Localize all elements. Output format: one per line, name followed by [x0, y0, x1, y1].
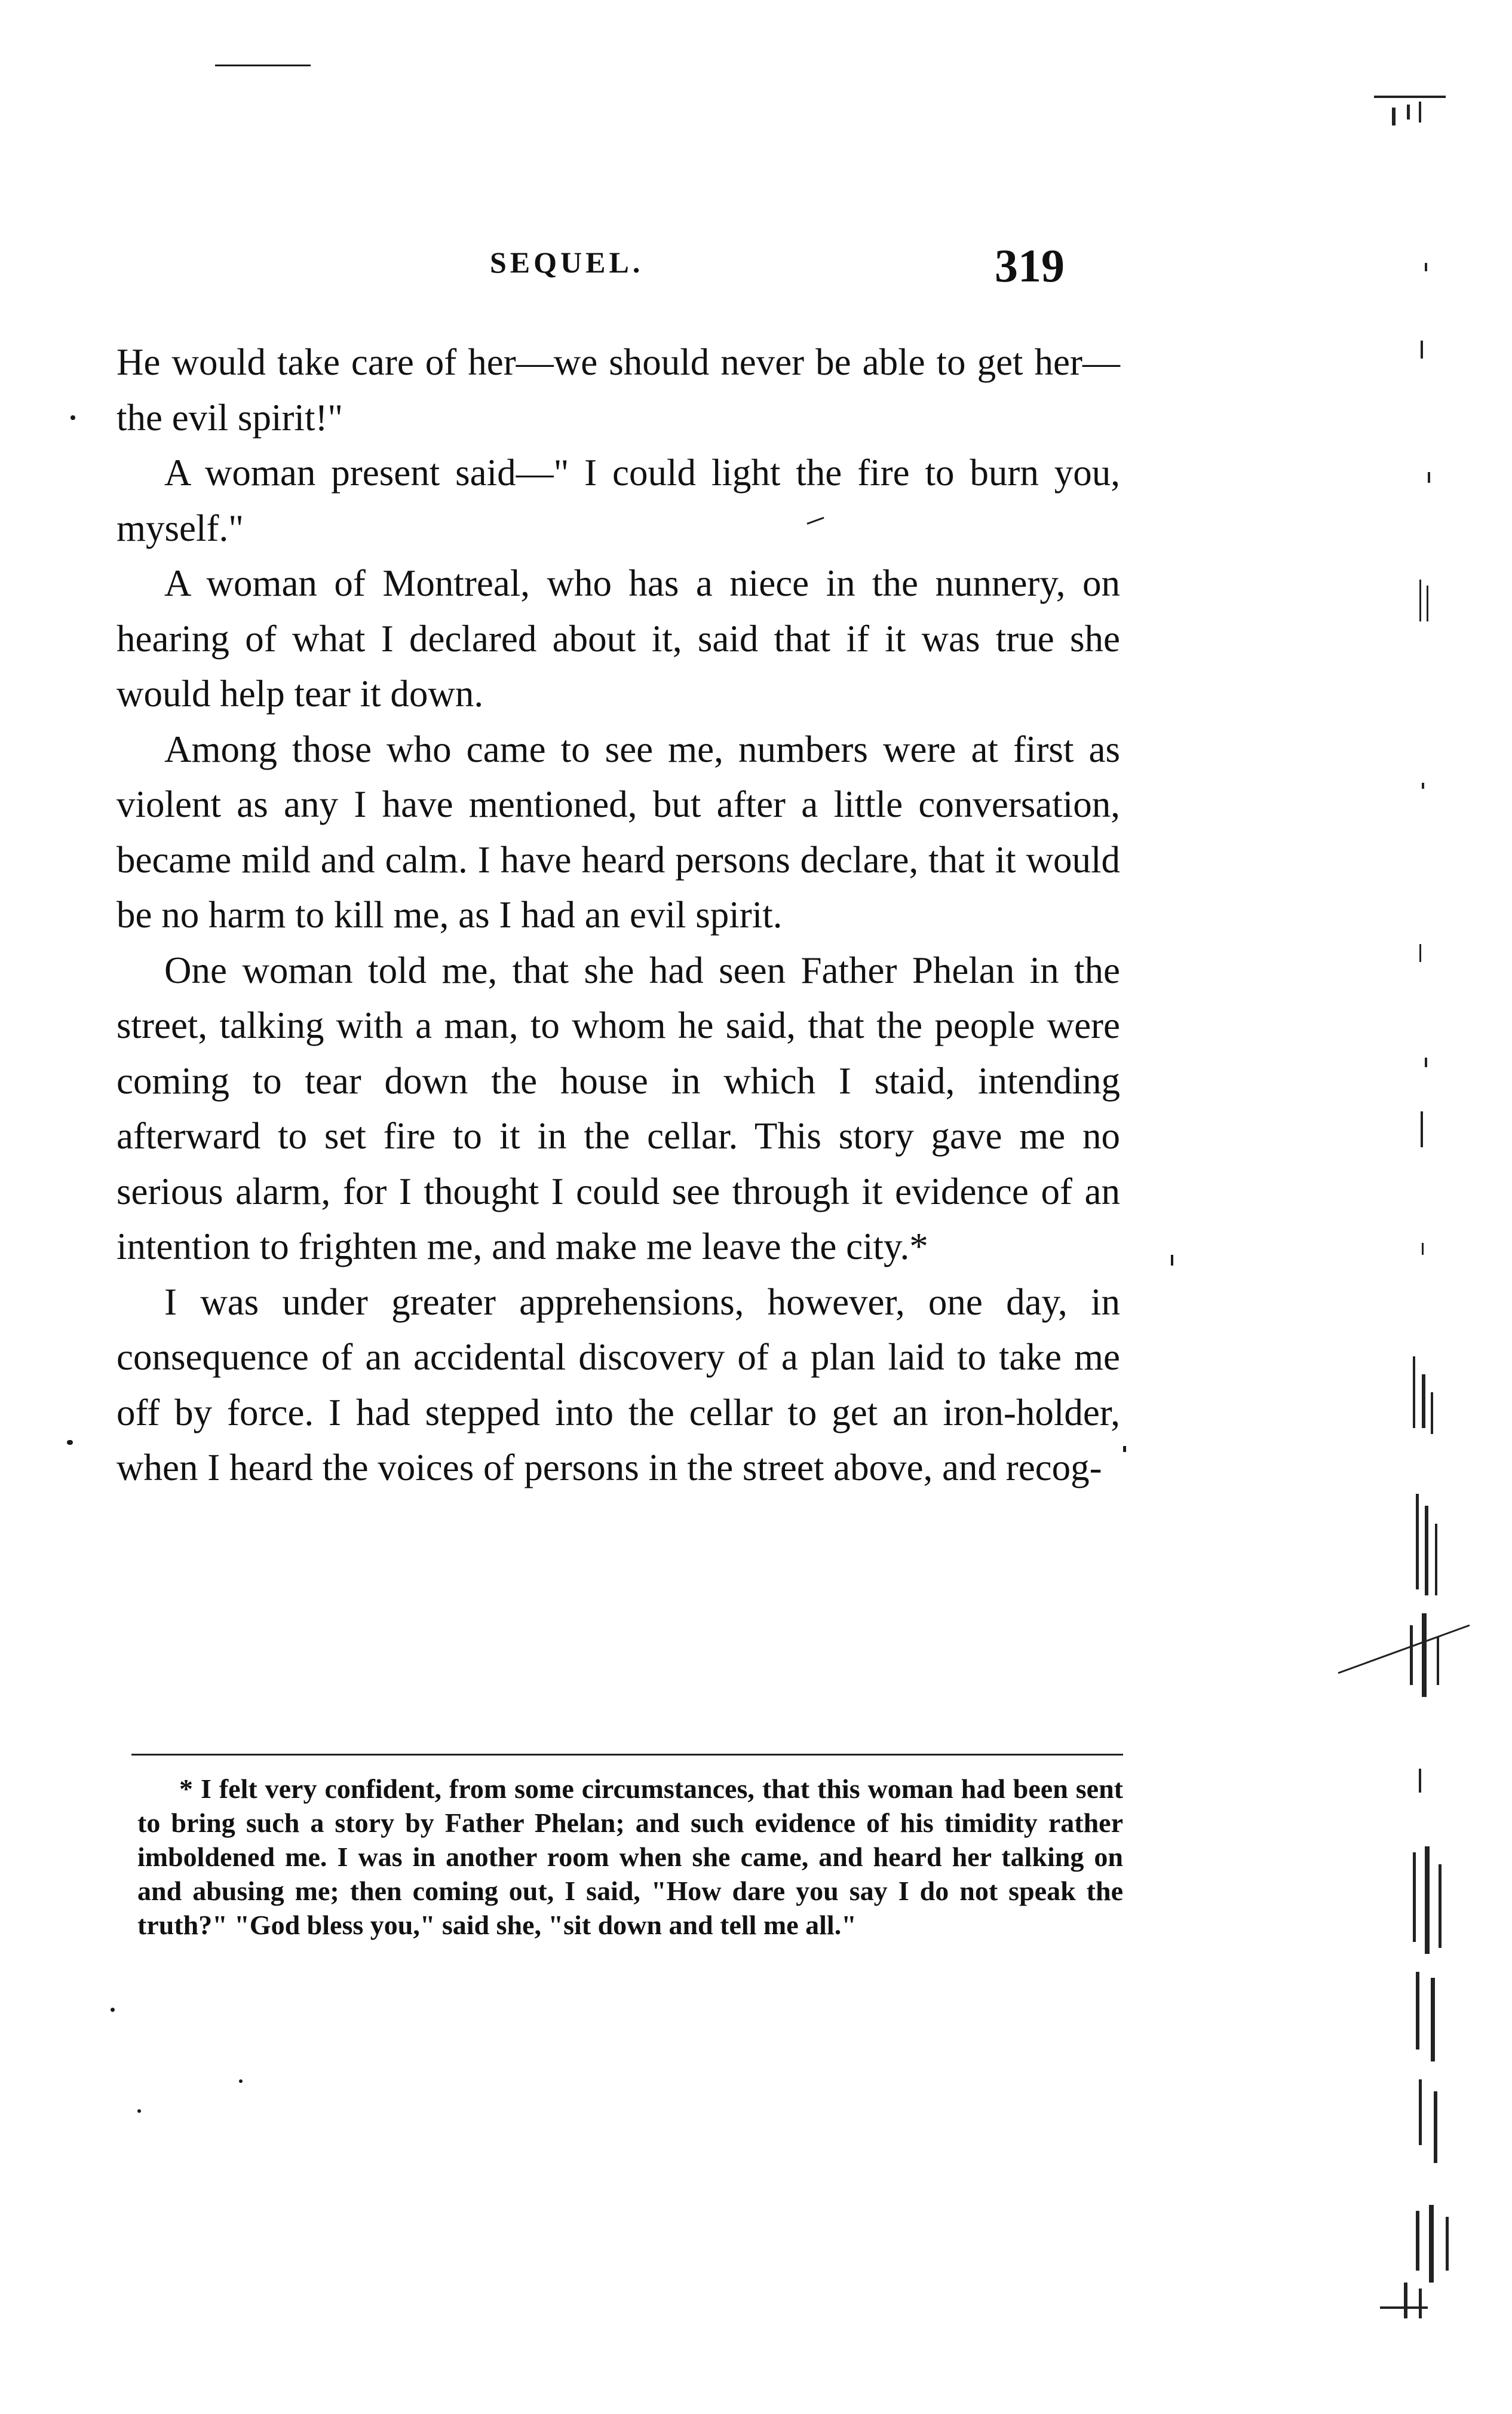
stray-mark — [215, 65, 311, 66]
stray-mark — [70, 415, 75, 420]
page-number: 319 — [995, 240, 1065, 292]
paragraph-6: I was under greater apprehensions, however, one day, in consequence of an accidental discovery of a plan laid to take me off by force. I had stepped into the cellar to get an iron-holder, when I heard the voices of persons in the street above, and recog- — [116, 1280, 1120, 1488]
footnote: * I felt very confident, from some circumstances, that this woman had been sent to bring such a story by Father Phelan; and such evidence of his timidity rather imboldened me. I was in another room when she came, and heard her talking on and abusing me; then coming out, I said, "How dare you say I do not speak the truth?" "God bless you," said she, "sit down and tell me all." — [137, 1773, 1123, 1940]
stray-mark — [239, 2079, 243, 2083]
body-text — [116, 335, 1120, 1496]
stray-mark — [111, 2008, 115, 2012]
paragraph-5: One woman told me, that she had seen Father Phelan in the street, talking with a man, to whom he said, that the people were coming to tear down the house in which I staid, intending afterward to set fire to it in the cellar. This story gave me no serious alarm, for I thought I could see through it evidence of an intention to frighten me, and make me leave the city.* — [116, 949, 1120, 1267]
running-header: SEQUEL. — [490, 246, 644, 279]
stray-mark — [1171, 1255, 1173, 1266]
footnote-rule — [131, 1754, 1123, 1756]
paragraph-4: Among those who came to see me, numbers were at first as violent as any I have mentioned, but after a little conversation, became mild and calm. I have heard persons declare, that it would be no harm to kill me, as I had an evil spirit. — [116, 728, 1120, 936]
stray-mark — [1123, 1446, 1126, 1452]
scan-edge-speckle — [1302, 60, 1505, 2390]
stray-mark — [67, 1440, 73, 1445]
paragraph-2: A woman present said—" I could light the fire to burn you, myself." — [116, 452, 1120, 549]
paragraph-1: He would take care of her—we should never be able to get her—the evil spirit!" — [116, 341, 1120, 439]
stray-mark — [137, 2109, 141, 2113]
paragraph-3: A woman of Montreal, who has a niece in the nunnery, on hearing of what I declared about it, said that if it was true she would help tear it down. — [116, 562, 1120, 715]
